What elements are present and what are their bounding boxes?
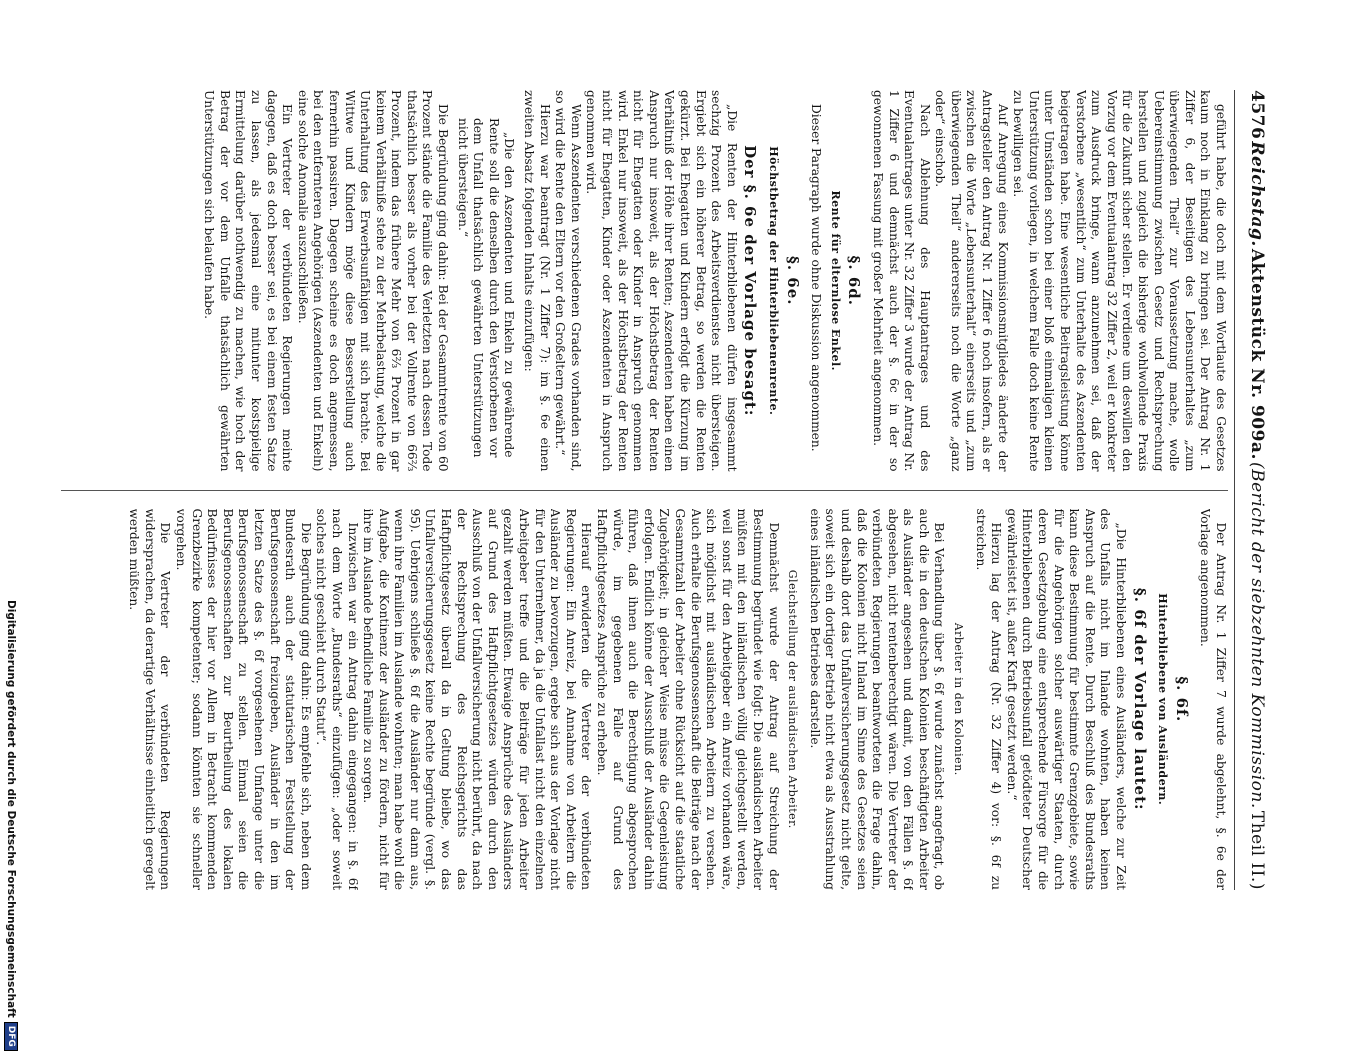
digitization-text: Digitalisierung gefördert durch die Deutsche Forschungsgemeinschaft bbox=[5, 600, 17, 1018]
paragraph: Hierauf erwiderten die Vertreter der verbündeten Regierungen: Ein Anreiz, bei Annahme von Arbeitern die Ausländer zu bevorzugen, ergebe sich aus der Vorlage nicht für den Unternehmer, da ja die Unfallast nicht den einzelnen Arbeitgeber treffe und die Beiträge für jeden Arbeiter gezahlt werden müßten. Etwaige Ansprüche des Ausländers auf Grund des Haftpflichtgesetzes würden durch den Ausschluß von der Unfallversicherung nicht berührt, da nach der Rechtsprechung des Reichsgerichts das Haftpflichtgesetz überall da in Geltung bleibe, wo das Unfallversicherungsgesetz keine Rechte begründe (vergl. §. 95). Uebrigens schließe §. 6f die Ausländer nur dann aus, wenn ihre Familien im Auslande wohnten; man habe wohl die Aufgabe, die Kontinenz der Ausländer zu fördern, nicht für ihre im Auslande befindliche Familie zu sorgen. bbox=[361, 508, 594, 890]
paragraph: Der Antrag Nr. 1 Ziffer 7 wurde abgelehnt, §. 6e der Vorlage angenommen. bbox=[1198, 508, 1228, 890]
section-heading-6e: §. 6e. bbox=[783, 256, 802, 306]
paragraph: Auf Anregung eines Kommissionsmitgliedes änderte der Antragsteller den Antrag Nr. 1 Ziffer 6 noch insofern, als er zwischen die Worte „Lebensunterhalt“ einerseits und „zum überwiegenden Theil“ andererseits noch die Worte „ganz oder“ einschob. bbox=[933, 90, 1010, 472]
section-subheading-6e: Höchstbetrag der Hinterbliebenenrente. bbox=[766, 146, 780, 416]
section-lead-6f: §. 6f der Vorlage lautet: bbox=[1130, 587, 1149, 811]
section-heading-6f: §. 6f. bbox=[1172, 676, 1191, 723]
paragraph: Hierzu war beantragt (Nr. 1 Ziffer 7): im §. 6e einen zweiten Absatz folgenden Inhalts einzufügen: bbox=[522, 90, 552, 472]
document-reference: Aktenstück Nr. 909a. bbox=[1247, 248, 1267, 460]
paragraph: Die Vertreter der verbündeten Regierungen widersprachen, da derartige Verhältnisse einheitlich geregelt werden müßten. bbox=[127, 508, 173, 890]
right-column bbox=[61, 509, 1228, 891]
journal-title: Reichstag. bbox=[1247, 141, 1267, 247]
paragraph: Hierzu lag der Antrag (Nr. 32 Ziffer 4) vor: §. 6f zu streichen. bbox=[973, 508, 1004, 890]
quoted-paragraph: Wenn Aszendenten verschiedenen Grades vorhanden sind, so wird die Rente den Eltern vor den Großeltern gewährt.“ bbox=[553, 90, 583, 472]
subheading-foreign-workers: Gleichstellung der ausländischen Arbeiter. bbox=[786, 569, 800, 829]
digitization-note bbox=[0, 0, 22, 1047]
report-title: (Bericht der siebzehnten Kommission. bbox=[1247, 461, 1267, 809]
page-number: 4576 bbox=[1247, 90, 1267, 140]
section-subheading-6f: Hinterbliebene von Ausländern. bbox=[1156, 593, 1170, 806]
page-header bbox=[1234, 90, 1267, 890]
part-label: Theil II.) bbox=[1247, 810, 1267, 890]
paragraph: Die Begründung ging dahin: Es empfehle sich, neben dem Bundesrath auch der statutarischen Feststellung der Berufsgenossenschaft freizugeben, Ausländer in den im letzten Satze des §. 6f vorgesehenen Umfange unter die Berufsgenossenschaft zu stellen. Einmal seien die Berufsgenossenschaften zur Beurtheilung des lokalen Bedürfnisses der hier vor Allem in Betracht kommenden Grenzbezirke kompetenter; sodann könnten sie schneller vorgehen. bbox=[174, 508, 313, 890]
quoted-paragraph: „Die Renten der Hinterbliebenen dürfen insgesammt sechzig Prozent des Arbeitsverdienstes nicht übersteigen. Ergiebt sich ein höherer Betrag, so werden die Renten gekürzt. Bei Ehegatten und Kindern erfolgt die Kürzung im Verhältniß der Höhe ihrer Renten; Aszendenten haben einen Anspruch nur insoweit, als der Höchstbetrag der Renten nicht für Ehegatten oder Kinder in Anspruch genommen wird. Enkel nur insoweit, als der Höchstbetrag der Renten nicht für Ehegatten, Kinder oder Aszendenten in Anspruch genommen wird. bbox=[584, 90, 739, 472]
dfg-logo: DFG bbox=[4, 1022, 18, 1051]
paragraph: Dieser Paragraph wurde ohne Diskussion angenommen. bbox=[809, 104, 824, 452]
section-lead-6e: Der §. 6e der Vorlage besagt: bbox=[741, 145, 760, 417]
paragraph: Die Begründung ging dahin: Bei der Gesammtrente von 60 Prozent stände die Familie des Verletzten nach dessen Tode thatsächlich besser als vorher bei der Vollrente von 66⅔ Prozent, indem das frühere Mehr von 6⅔ Prozent in gar keinem Verhältniße stehe zu der Mehrbelastung, welche die Unterhaltung des Erwerbsunfähigen mit sich brachte. Bei Wittwe und Kindern möge diese Besserstellung auch fernerhin passiren. Dagegen scheine es doch angemessen, bei den entfernteren Angehörigen (Aszendenten und Enkeln) eine solche Anomalie auszuschließen. bbox=[295, 90, 451, 472]
paragraph: Bei Verhandlung über §. 6f wurde zunächst angefragt, ob auch die in den deutschen Kolonien beschäftigten Arbeiter als Ausländer angesehen und damit, von den Fällen §. 6f abgesehen, nicht rentenberechtigt wären. Die Vertreter der verbündeten Regierungen beantworteten die Frage dahin, daß die Kolonien nicht Inland im Sinne des Gesetzes seien und deshalb dort das Unfallversicherungsgesetz nicht gelte, soweit sich ein dortiger Betrieb nicht etwa als Ausstrahlung eines inländischen Betriebes darstelle. bbox=[807, 508, 947, 890]
subheading-colonies: Arbeiter in den Kolonien. bbox=[952, 622, 966, 776]
paragraph: Inzwischen war ein Antrag dahin eingegangen: in §. 6f nach dem Worte „Bundesraths“ einzufügen: „oder soweit solches nicht geschieht durch Statut“. bbox=[314, 508, 360, 890]
column-divider bbox=[61, 490, 1228, 491]
paragraph: Nach Ablehnung des Hauptantrages und des Eventualantrages unter Nr. 32 Ziffer 3 wurde der Antrag Nr. 1 Ziffer 6 und demnächst auch der §. 6c in der so gewonnenen Fassung mit großer Mehrheit angenommen. bbox=[870, 90, 932, 472]
section-subheading-6d: Rente für elternlose Enkel. bbox=[828, 190, 842, 371]
quoted-paragraph: „Die Hinterbliebenen eines Ausländers, welche zur Zeit des Unfalls nicht im Inlande wohnten, haben keinen Anspruch auf die Rente. Durch Beschluß des Bundesraths kann diese Bestimmung für bestimmte Grenzgebiete, sowie für die Angehörigen solcher auswärtiger Staaten, durch deren Gesetzgebung eine entsprechende Fürsorge für die Hinterbliebenen durch Betriebsunfall getödteter Deutscher gewährleistet ist, außer Kraft gesetzt werden.“ bbox=[1004, 508, 1129, 890]
paragraph: Ein Vertreter der verbündeten Regierungen meinte dagegen, daß es doch besser sei, es bei einem festen Satze zu lassen, als jedesmal eine mitunter kostspielige Ermittelung darüber nothwendig zu machen, wie hoch der Betrag der vor dem Unfalle thatsächlich gewährten Unterstützungen sich belaufen habe. bbox=[202, 90, 295, 472]
left-column bbox=[61, 90, 1228, 472]
paragraph: Demnächst wurde der Antrag auf Streichung der Bestimmung begründet wie folgt: Die ausländischen Arbeiter müßten mit den inländischen völlig gleichgestellt werden, weil sonst für den Arbeitgeber ein Anreiz vorhanden wäre, sich möglichst mit ausländischen Arbeitern zu versehen. Auch erhalte die Berufsgenossenschaft die Beiträge nach der Gesammtzahl der Arbeiter ohne Rücksicht auf die staatliche Zugehörigkeit; in gleicher Weise müsse die Gegenleistung erfolgen. Endlich könne der Ausschluß der Ausländer dahin führen, daß ihnen auch die Berechtigung abgesprochen würde, im gegebenen Falle auf Grund des Haftpflichtgesetzes Ansprüche zu erheben. bbox=[595, 508, 781, 890]
text-columns bbox=[61, 90, 1228, 890]
motion-quote: „Die den Aszendenten und Enkeln zu gewährende Rente soll die denselben durch den Verstorbenen vor dem Unfall thatsächlich gewährten Unterstützungen nicht übersteigen.“ bbox=[455, 118, 517, 458]
section-heading-6d: §. 6d. bbox=[845, 255, 864, 306]
paragraph: geführt habe, die doch mit dem Wortlaute des Gesetzes kaum noch in Einklang zu bringen sei. Der Antrag Nr. 1 Ziffer 6, der Beseitigen des Lebensunterhaltes „zum überwiegenden Theil“ zur Voraussetzung mache, wolle Uebereinstimmung zwischen Gesetz und Rechtsprechung herstellen und zugleich die bisherige wohlwollende Praxis für die Zukunft sicher stellen. Er verdiene um deswillen den Vorzug vor dem Eventualantrag 32 Ziffer 2, weil er konkreter zum Ausdruck bringe, wann anzunehmen sei, daß der Verstorbene „wesentlich“ zum Unterhalte des Aszendenten beigetragen habe. Eine wesentliche Beitragsleistung könne unter Umständen schon bei einer bloß einmaligen kleinen Unterstützung vorliegen, in welchem Falle doch keine Rente zu bewilligen sei. bbox=[1011, 90, 1228, 472]
digitization-strip bbox=[0, 0, 22, 1047]
